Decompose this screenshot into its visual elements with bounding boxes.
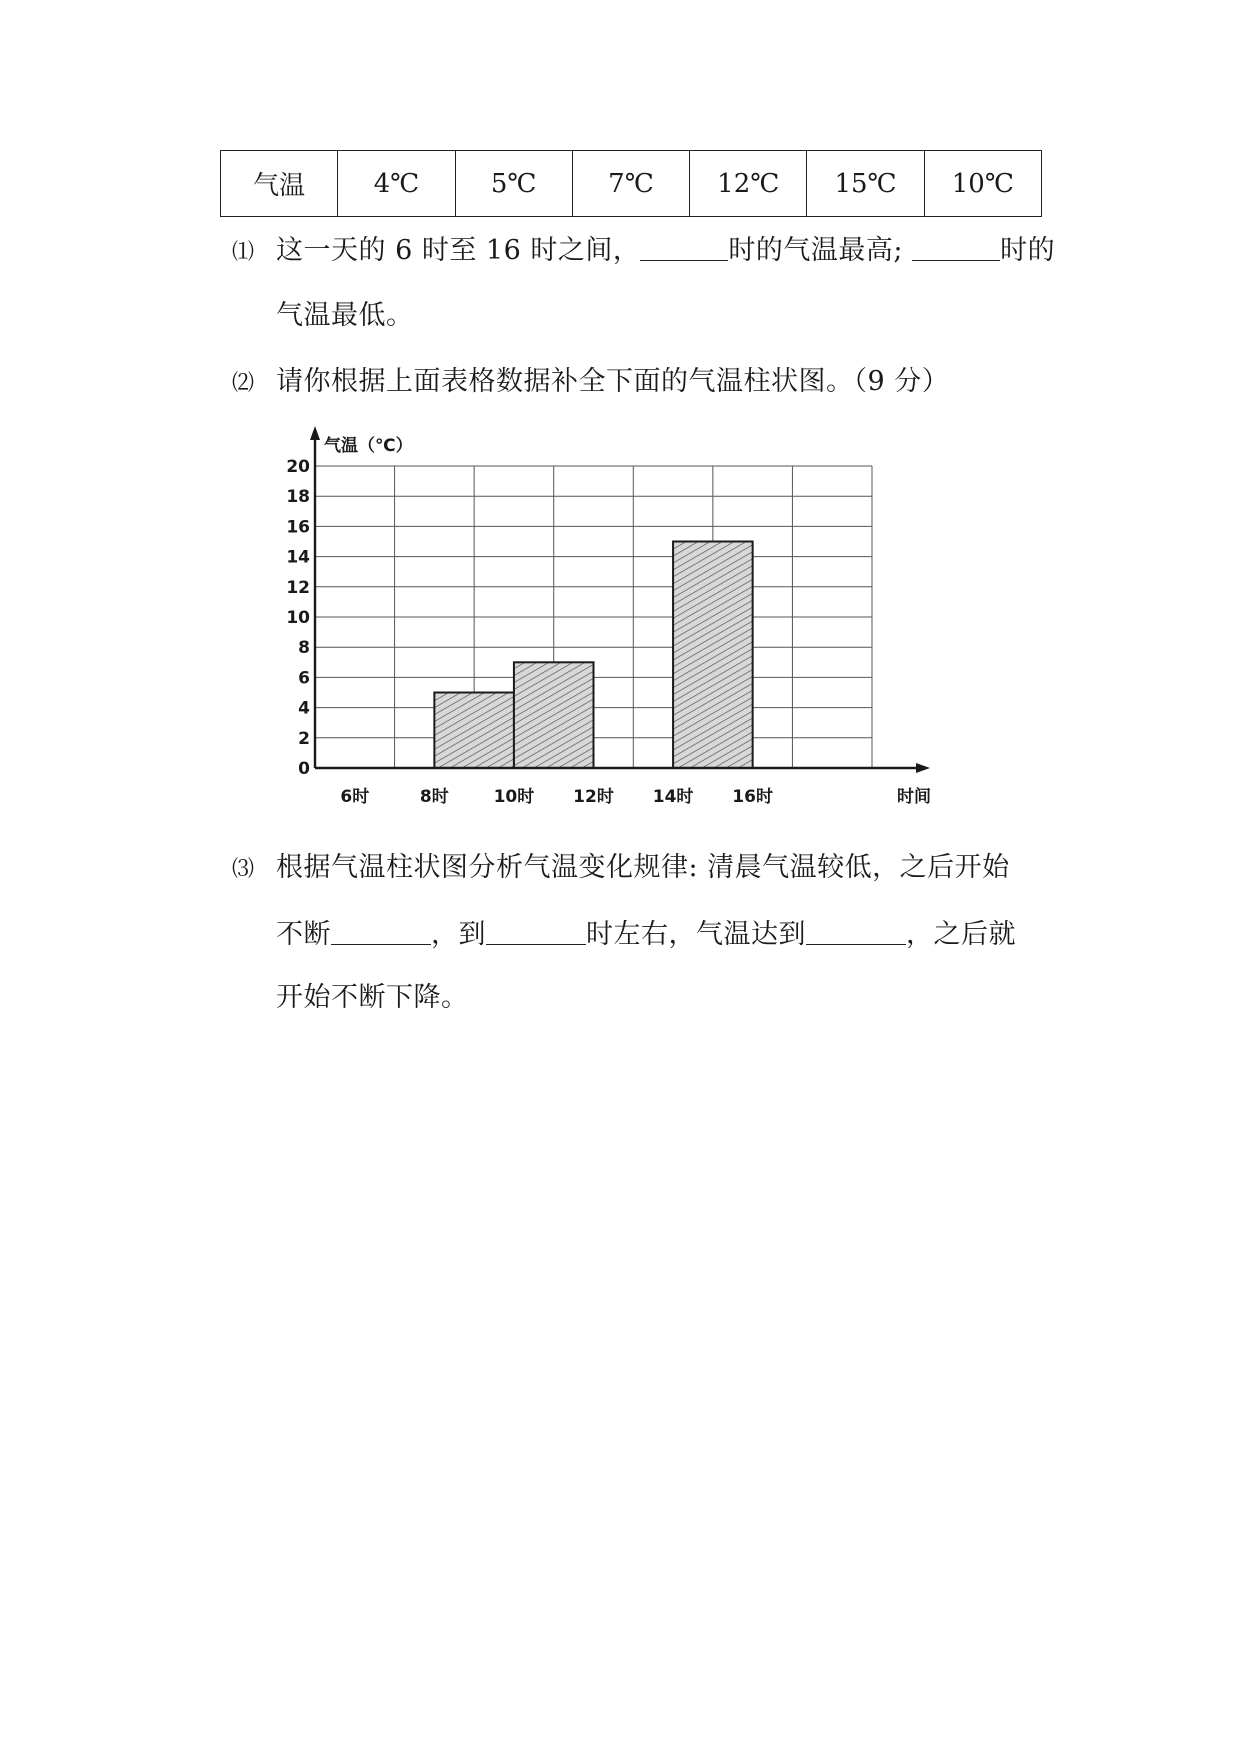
table-cell: 10℃ — [924, 151, 1041, 217]
answer-blank-trend[interactable] — [331, 920, 431, 945]
table-cell: 15℃ — [807, 151, 924, 217]
temperature-row — [221, 151, 1042, 217]
question-3-text-2a: 不断 — [276, 919, 331, 950]
table-cell: 7℃ — [572, 151, 689, 217]
question-1-line-2: 气温最低。 — [276, 300, 414, 331]
y-tick-label: 18 — [286, 487, 310, 508]
x-tick-label: 6时 — [340, 787, 370, 807]
bar-10时 — [514, 662, 594, 768]
answer-blank-peak-time[interactable] — [486, 920, 586, 945]
x-axis-arrow — [916, 763, 930, 773]
y-tick-label: 6 — [298, 668, 310, 689]
question-1-text-c: 时的 — [1000, 235, 1056, 266]
chart-bars — [434, 542, 752, 769]
question-3-line-3: 开始不断下降。 — [276, 982, 469, 1013]
x-tick-label: 12时 — [573, 787, 614, 807]
y-tick-label: 10 — [286, 608, 310, 628]
question-1-line-1 — [232, 236, 1055, 264]
y-tick-label: 14 — [286, 547, 310, 568]
table-cell: 5℃ — [455, 151, 572, 217]
answer-blank-peak-temp[interactable] — [806, 920, 906, 945]
table-header-cell: 气温 — [221, 151, 338, 217]
chart-x-axis-label: 时间 — [897, 787, 931, 807]
x-tick-label: 10时 — [493, 787, 535, 807]
y-tick-label: 8 — [298, 638, 310, 659]
question-3-text-1: 根据气温柱状图分析气温变化规律: 清晨气温较低，之后开始 — [276, 852, 1010, 883]
question-1-text-a: 这一天的 6 时至 16 时之间， — [276, 235, 641, 266]
question-3-line-2 — [276, 920, 1016, 948]
question-3-line-1 — [232, 854, 1010, 881]
x-tick-label: 8时 — [419, 787, 449, 807]
question-2-text: 请你根据上面表格数据补全下面的气温柱状图。（9 分） — [276, 366, 950, 397]
question-2-number: ⑵ — [232, 371, 255, 396]
table-cell: 12℃ — [690, 151, 807, 217]
question-3-text-2c: 时左右，气温达到 — [586, 919, 806, 950]
y-tick-label: 2 — [298, 728, 310, 749]
chart-y-axis-label: 气温（℃） — [324, 436, 413, 456]
bar-8时 — [434, 693, 514, 769]
temperature-table — [220, 150, 1042, 217]
y-axis-arrow — [310, 426, 320, 440]
y-tick-label: 4 — [298, 698, 310, 719]
question-3-number: ⑶ — [232, 857, 255, 882]
question-3-text-2b: ，到 — [431, 919, 486, 950]
y-tick-label: 0 — [298, 759, 310, 779]
question-2-line — [232, 368, 949, 395]
question-3-text-2d: ，之后就 — [906, 919, 1016, 950]
question-1-text-b: 时的气温最高; — [728, 235, 903, 266]
answer-blank-lowest[interactable] — [912, 236, 1000, 261]
temperature-bar-chart — [260, 420, 940, 820]
x-tick-label: 16时 — [732, 787, 773, 807]
chart-x-ticks — [340, 787, 773, 807]
chart-y-ticks — [286, 457, 310, 779]
answer-blank-highest[interactable] — [640, 236, 728, 261]
question-1-number: ⑴ — [232, 240, 255, 265]
chart-axes — [310, 426, 930, 773]
table-cell: 4℃ — [338, 151, 455, 217]
y-tick-label: 20 — [286, 457, 310, 477]
y-tick-label: 16 — [286, 517, 310, 538]
y-tick-label: 12 — [286, 577, 310, 598]
bar-14时 — [673, 542, 753, 769]
x-tick-label: 14时 — [652, 787, 694, 807]
